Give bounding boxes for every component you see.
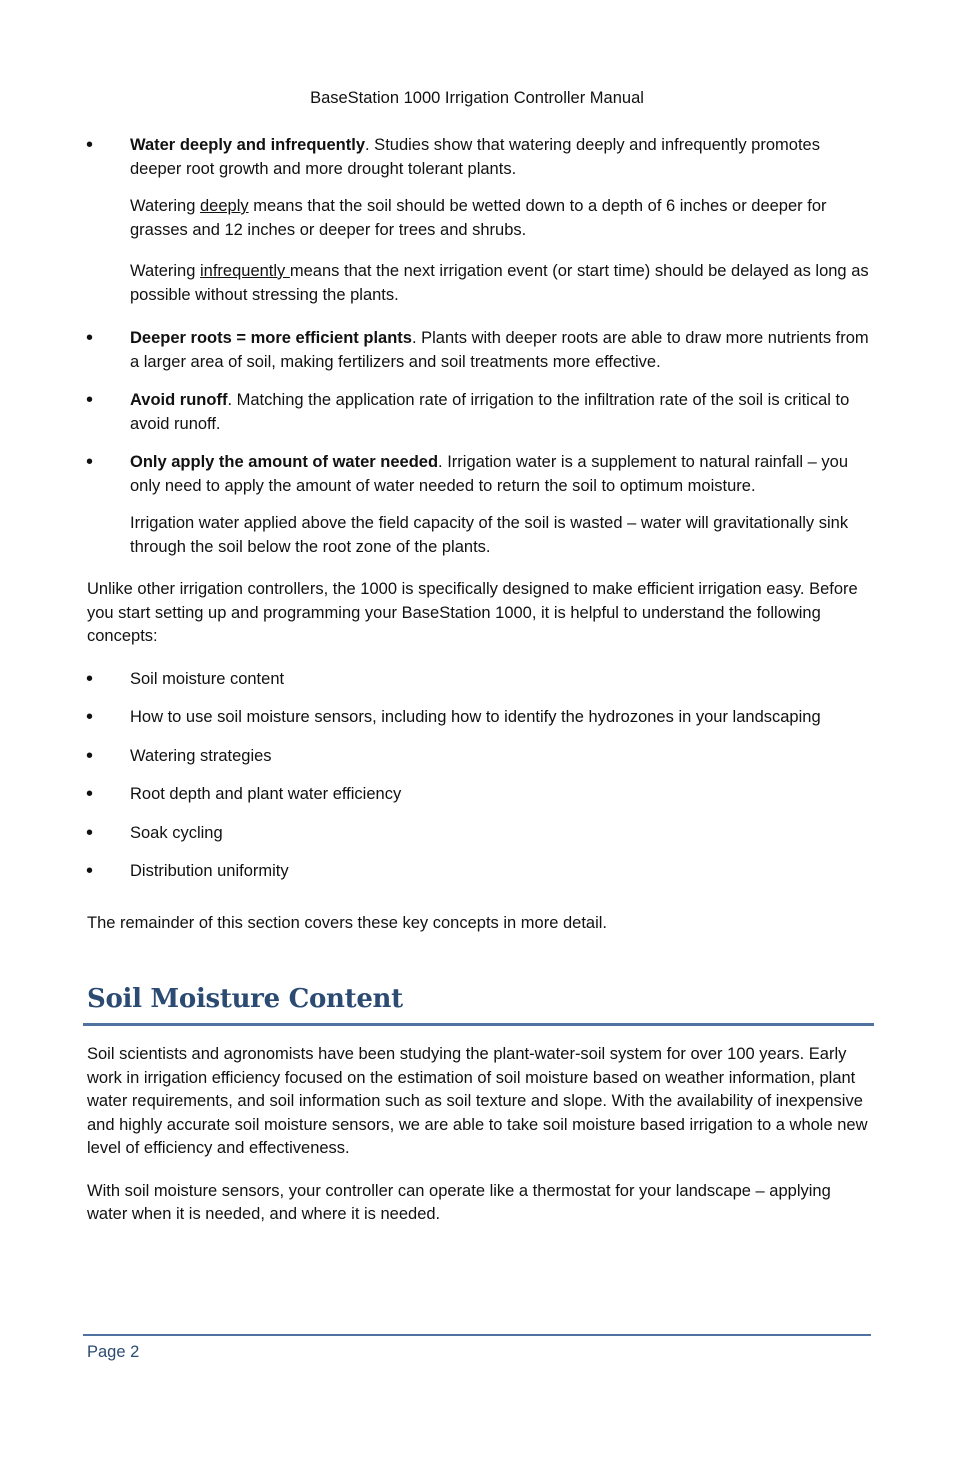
bullet-lead: Deeper roots = more efficient plants	[130, 329, 412, 347]
bullet-water-deeply	[87, 134, 870, 181]
deeply-note	[87, 195, 870, 242]
bullet-text: . Matching the application rate of irrigation to the infiltration rate of the soil is critical to avoid runoff.	[130, 391, 850, 433]
section-paragraph-1: Soil scientists and agronomists have been studying the plant-water-soil system for over 100 years. Early work in irrigation efficiency focused on the estimation of soil moisture based on weather information, plant water requirements, and soil information such as soil texture and slope. With the availability of inexpensive and highly accurate soil moisture sensors, we are able to take soil moisture based irrigation to a whole new level of efficiency and effectiveness.	[87, 1045, 868, 1157]
infrequently-note	[87, 260, 870, 307]
note-text: Watering	[130, 197, 200, 215]
underlined-term: infrequently	[200, 262, 290, 280]
note-text: Watering	[130, 262, 200, 280]
bullet-lead: Only apply the amount of water needed	[130, 453, 439, 471]
bullet-only-apply	[87, 451, 870, 498]
note-text: means that the soil should be wetted down to a depth of 6 inches or deeper for grasses and 12 inches or deeper for trees and shrubs.	[130, 197, 827, 239]
underlined-term: deeply	[200, 197, 249, 215]
page-number: Page 2	[87, 1343, 140, 1361]
bullet-avoid-runoff	[87, 389, 870, 436]
heading-rule	[83, 1023, 874, 1026]
bullet-text: . Plants with deeper roots are able to draw more nutrients from a larger area of soil, making fertilizers and soil treatments more effective.	[130, 329, 869, 371]
section-heading: Soil Moisture Content	[87, 984, 403, 1014]
page-body	[87, 134, 870, 1246]
concept-item: • Soak cycling	[87, 822, 870, 846]
concept-item: • Watering strategies	[87, 745, 870, 769]
concept-item: • Distribution uniformity	[87, 860, 870, 884]
bullet-deeper-roots	[87, 327, 870, 374]
concept-item: • Root depth and plant water efficiency	[87, 783, 870, 807]
bullet-text: . Studies show that watering deeply and infrequently promotes deeper root growth and more drought tolerant plants.	[130, 136, 820, 178]
note-text: means that the next irrigation event (or start time) should be delayed as long as possible without stressing the plants.	[130, 262, 869, 304]
field-capacity-note: Irrigation water applied above the field capacity of the soil is wasted – water will gravitationally sink through the soil below the root zone of the plants.	[130, 514, 849, 556]
bullet-lead: Water deeply and infrequently	[130, 136, 366, 154]
intro-paragraph: Unlike other irrigation controllers, the 1000 is specifically designed to make efficient irrigation easy. Before you start setting up and programming your BaseStation 1000, it is helpful to understand the following concepts:	[87, 580, 858, 645]
bullet-text: . Irrigation water is a supplement to natural rainfall – you only need to apply the amount of water needed to return the soil to optimum moisture.	[130, 453, 849, 495]
concept-item: • How to use soil moisture sensors, including how to identify the hydrozones in your landscaping	[87, 706, 870, 730]
bullet-lead: Avoid runoff	[130, 391, 228, 409]
section-paragraph-2: With soil moisture sensors, your controller can operate like a thermostat for your landscape – applying water when it is needed, and where it is needed.	[87, 1181, 831, 1223]
running-header: BaseStation 1000 Irrigation Controller Manual	[310, 89, 644, 107]
concept-item: • Soil moisture content	[87, 668, 870, 692]
footer-rule	[83, 1334, 871, 1336]
remainder-paragraph: The remainder of this section covers these key concepts in more detail.	[87, 913, 607, 932]
